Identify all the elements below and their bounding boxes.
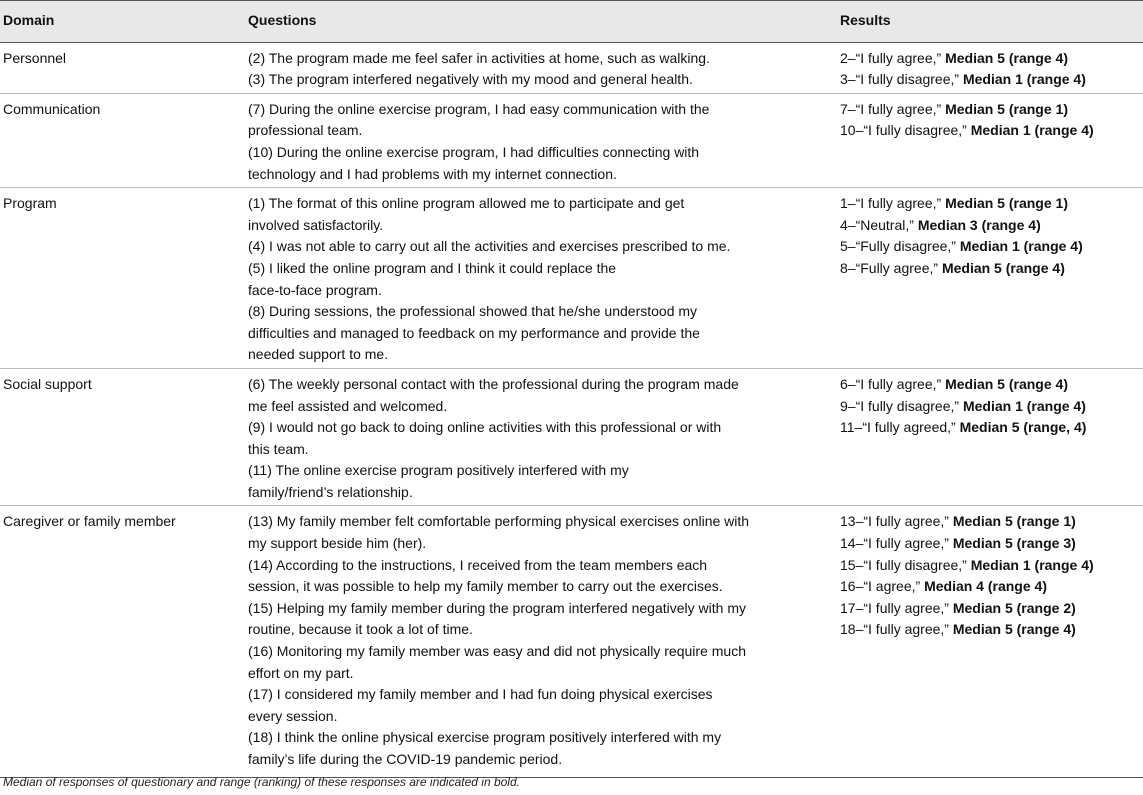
header-domain: Domain xyxy=(0,1,248,43)
question-line: this team. xyxy=(248,440,309,457)
result-median: Median 5 (range 1) xyxy=(952,513,1076,530)
result-response: 9–“I fully disagree,” xyxy=(840,397,963,414)
result-response: 6–“I fully agree,” xyxy=(840,375,946,392)
result-response: 1–“I fully agree,” xyxy=(840,195,946,212)
results-cell xyxy=(840,368,1143,506)
question-line: (1) The format of this online program allowed me to participate and get xyxy=(248,195,685,212)
result-line xyxy=(840,99,1143,121)
question-line: (2) The program made me feel safer in activities at home, such as walking. xyxy=(248,49,710,66)
result-median: Median 5 (range 4) xyxy=(945,49,1068,66)
question-line: (13) My family member felt comfortable performing physical exercises online with xyxy=(248,513,750,530)
result-line xyxy=(840,215,1143,237)
table-row xyxy=(0,188,1143,369)
question-line: (15) Helping my family member during the program interfered negatively with my xyxy=(248,599,746,616)
question-line: (17) I considered my family member and I had fun doing physical exercises xyxy=(248,686,713,703)
results-cell xyxy=(840,42,1143,93)
result-median: Median 1 (range 4) xyxy=(970,122,1094,139)
result-response: 18–“I fully agree,” xyxy=(840,621,953,638)
domain-cell: Social support xyxy=(0,368,248,506)
result-response: 3–“I fully disagree,” xyxy=(840,71,963,88)
result-response: 15–“I fully disagree,” xyxy=(840,556,971,573)
questions-cell xyxy=(248,368,840,506)
domain-cell: Program xyxy=(0,188,248,369)
result-line xyxy=(840,258,1143,280)
result-line xyxy=(840,576,1143,598)
result-line xyxy=(840,120,1143,142)
header-results: Results xyxy=(840,1,1143,43)
result-median: Median 1 (range 4) xyxy=(959,238,1083,255)
result-response: 17–“I fully agree,” xyxy=(840,599,953,616)
question-line: effort on my part. xyxy=(248,664,354,681)
result-line xyxy=(840,48,1143,70)
question-line: (9) I would not go back to doing online activities with this professional or with xyxy=(248,419,722,436)
question-line: family’s life during the COVID-19 pandemic period. xyxy=(248,751,563,767)
question-line: family/friend’s relationship. xyxy=(248,483,413,500)
table-header xyxy=(0,1,1143,43)
result-response: 13–“I fully agree,” xyxy=(840,513,953,530)
question-line: (5) I liked the online program and I think it could replace the xyxy=(248,259,617,276)
question-line: (6) The weekly personal contact with the professional during the program made xyxy=(248,375,739,392)
question-line: (10) During the online exercise program, I had difficulties connecting with xyxy=(248,143,700,160)
question-line: technology and I had problems with my internet connection. xyxy=(248,165,617,182)
result-line xyxy=(840,533,1143,555)
result-response: 5–“Fully disagree,” xyxy=(840,238,960,255)
result-median: Median 4 (range 4) xyxy=(924,578,1047,595)
result-response: 2–“I fully agree,” xyxy=(840,49,946,66)
question-line: involved satisfactorily. xyxy=(248,216,384,233)
table-row xyxy=(0,368,1143,506)
result-line xyxy=(840,69,1143,91)
question-line: (8) During sessions, the professional showed that he/she understood my xyxy=(248,303,698,320)
table-footnote: Median of responses of questionary and range (ranking) of these responses are indicated in bold. xyxy=(3,775,520,789)
result-line xyxy=(840,555,1143,577)
result-response: 14–“I fully agree,” xyxy=(840,535,953,552)
results-cell xyxy=(840,188,1143,369)
result-median: Median 5 (range, 4) xyxy=(959,419,1087,436)
question-line: (7) During the online exercise program, I had easy communication with the xyxy=(248,100,710,117)
result-median: Median 3 (range 4) xyxy=(917,216,1041,233)
result-line xyxy=(840,396,1143,418)
question-line: me feel assisted and welcomed. xyxy=(248,397,448,414)
result-response: 10–“I fully disagree,” xyxy=(840,122,971,139)
table-row xyxy=(0,93,1143,187)
result-response: 11–“I fully agreed,” xyxy=(840,419,960,436)
results-cell xyxy=(840,506,1143,777)
domain-cell: Communication xyxy=(0,93,248,187)
question-line: (4) I was not able to carry out all the activities and exercises prescribed to me. xyxy=(248,238,731,255)
result-median: Median 5 (range 2) xyxy=(952,599,1076,616)
result-median: Median 1 (range 4) xyxy=(962,397,1086,414)
result-line xyxy=(840,417,1143,439)
result-line xyxy=(840,236,1143,258)
result-response: 7–“I fully agree,” xyxy=(840,100,946,117)
question-line: needed support to me. xyxy=(248,346,389,363)
result-response: 16–“I agree,” xyxy=(840,578,925,595)
question-line: routine, because it took a lot of time. xyxy=(248,621,473,638)
question-line: (3) The program interfered negatively with my mood and general health. xyxy=(248,71,693,88)
table-row xyxy=(0,506,1143,777)
questions-cell xyxy=(248,188,840,369)
result-median: Median 5 (range 4) xyxy=(941,259,1065,276)
question-line: every session. xyxy=(248,707,338,724)
result-line xyxy=(840,511,1143,533)
header-row xyxy=(0,1,1143,43)
results-cell xyxy=(840,93,1143,187)
result-median: Median 5 (range 1) xyxy=(945,195,1068,212)
result-median: Median 1 (range 4) xyxy=(962,71,1086,88)
result-median: Median 5 (range 3) xyxy=(952,535,1076,552)
question-line: (18) I think the online physical exercise program positively interfered with my xyxy=(248,729,722,746)
header-questions: Questions xyxy=(248,1,840,43)
question-line: professional team. xyxy=(248,122,363,139)
result-median: Median 5 (range 1) xyxy=(945,100,1068,117)
result-line xyxy=(840,619,1143,641)
questions-cell xyxy=(248,93,840,187)
result-median: Median 5 (range 4) xyxy=(945,375,1068,392)
question-line: (14) According to the instructions, I received from the team members each xyxy=(248,556,708,573)
questions-cell xyxy=(248,506,840,777)
question-line: session, it was possible to help my family member to carry out the exercises. xyxy=(248,578,723,595)
question-line: (11) The online exercise program positively interfered with my xyxy=(248,462,629,479)
result-line xyxy=(840,598,1143,620)
table-row xyxy=(0,42,1143,93)
domain-cell: Personnel xyxy=(3,49,67,66)
table-body xyxy=(0,42,1143,777)
question-line: (16) Monitoring my family member was easy and did not physically require much xyxy=(248,643,746,660)
result-response: 8–“Fully agree,” xyxy=(840,259,942,276)
result-median: Median 5 (range 4) xyxy=(952,621,1076,638)
question-line: my support beside him (her). xyxy=(248,535,427,552)
result-line xyxy=(840,374,1143,396)
result-line xyxy=(840,193,1143,215)
domain-cell: Caregiver or family member xyxy=(0,506,248,777)
question-line: difficulties and managed to feedback on my performance and provide the xyxy=(248,324,700,341)
questions-cell xyxy=(248,42,840,93)
result-median: Median 1 (range 4) xyxy=(970,556,1094,573)
question-line: face-to-face program. xyxy=(248,281,382,298)
result-response: 4–“Neutral,” xyxy=(840,216,918,233)
